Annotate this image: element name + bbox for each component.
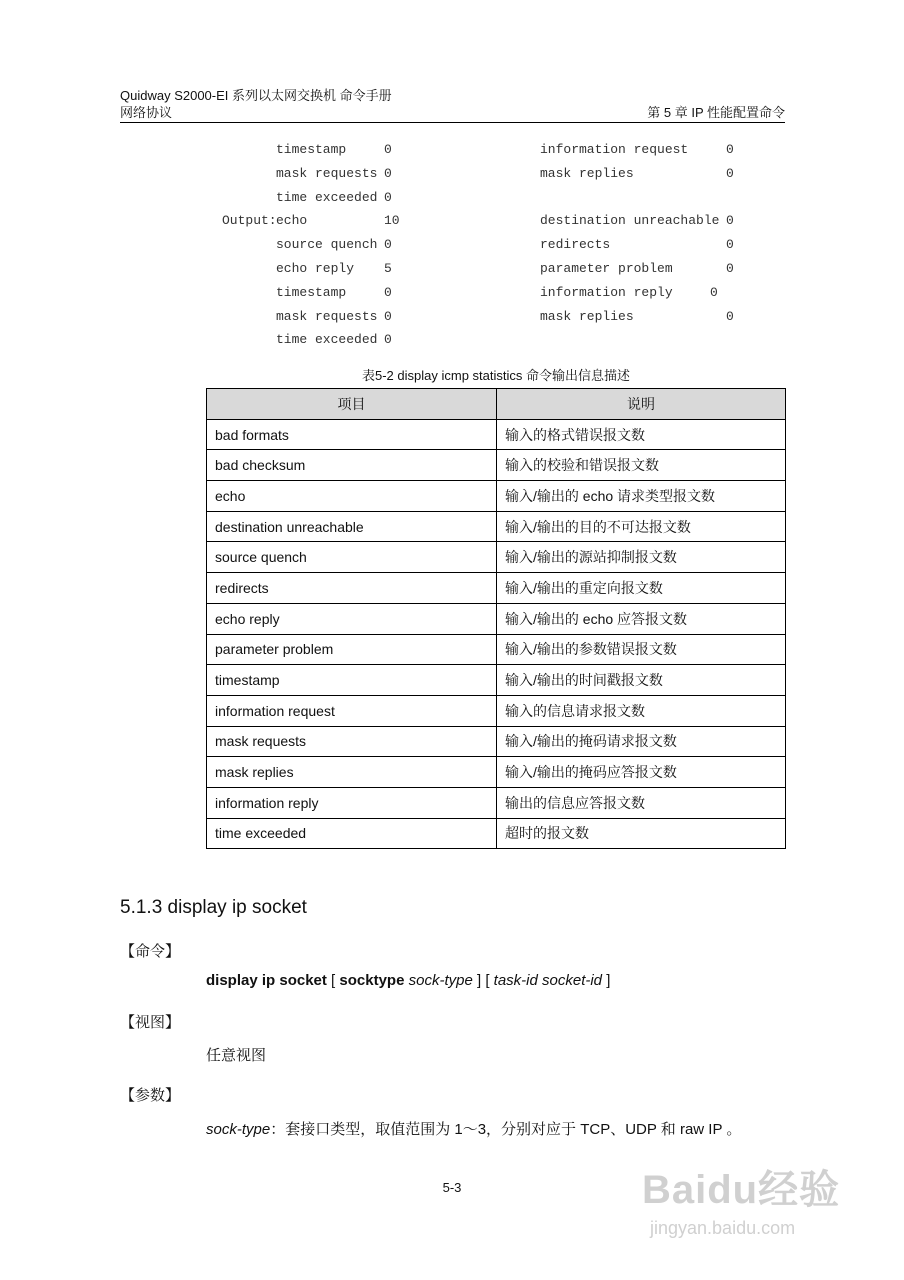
output-prefix: Output: (222, 213, 277, 229)
statistics-table (206, 388, 786, 849)
output-label-left: echo reply (276, 261, 355, 276)
output-label-right: mask replies (540, 165, 634, 181)
output-value-right: 0 (726, 165, 734, 181)
param-text: ：套接口类型，取值范围为 1～3，分别对应于 TCP、UDP 和 raw IP 。 (270, 1121, 742, 1138)
table-row (207, 573, 786, 604)
table-row (207, 818, 786, 849)
table-row (207, 419, 786, 450)
watermark-logo: Baidu经验 (642, 1168, 841, 1212)
output-label-left: mask requests (276, 165, 378, 181)
table-row (207, 481, 786, 512)
table-cell-description: 输入/输出的参数错误报文数 (497, 634, 786, 665)
section-heading: 5.1.3 display ip socket (120, 897, 307, 918)
table-cell-description: 输入的信息请求报文数 (497, 695, 786, 726)
output-label-left: mask requests (276, 308, 378, 324)
table-cell-item: source quench (207, 542, 497, 573)
output-label-right: parameter problem (540, 261, 673, 276)
output-value-right: 0 (726, 237, 734, 253)
table-cell-description: 输入/输出的 echo 请求类型报文数 (497, 481, 786, 512)
table-cell-item: mask replies (207, 757, 497, 788)
table-cell-item: information request (207, 695, 497, 726)
table-cell-description: 输入/输出的目的不可达报文数 (497, 511, 786, 542)
command-keyword: display ip socket (206, 972, 327, 989)
column-header-item: 项目 (207, 389, 497, 420)
output-label-left: source quench (276, 237, 378, 253)
table-row (207, 757, 786, 788)
header-title: Quidway S2000-EI 系列以太网交换机 命令手册 (120, 88, 392, 103)
table-cell-description: 输入/输出的重定向报文数 (497, 573, 786, 604)
output-value-right: 0 (726, 213, 734, 229)
page-number: 5-3 (442, 1180, 462, 1195)
table-cell-description: 输入/输出的 echo 应答报文数 (497, 603, 786, 634)
output-value-left: 0 (384, 189, 392, 205)
output-value-right: 0 (710, 284, 718, 300)
output-value-left: 0 (384, 284, 392, 300)
table-cell-item: bad checksum (207, 450, 497, 481)
output-value-left: 0 (384, 165, 392, 181)
table-row (207, 603, 786, 634)
table-cell-item: redirects (207, 573, 497, 604)
table-row (207, 787, 786, 818)
output-value-left: 0 (384, 308, 392, 324)
table-row (207, 665, 786, 696)
table-row (207, 511, 786, 542)
output-value-left: 0 (384, 142, 392, 157)
table-cell-item: timestamp (207, 665, 497, 696)
table-cell-item: information reply (207, 787, 497, 818)
output-label-right: redirects (540, 237, 611, 253)
header-chapter: 第 5 章 IP 性能配置命令 (647, 105, 785, 120)
watermark (642, 1148, 852, 1248)
table-caption: 表5-2 display icmp statistics 命令输出信息描述 (362, 368, 630, 383)
watermark-url: jingyan.baidu.com (650, 1218, 796, 1238)
table-cell-description: 输出的信息应答报文数 (497, 787, 786, 818)
output-value-left: 0 (384, 237, 392, 253)
table-cell-item: echo (207, 481, 497, 512)
table-row (207, 726, 786, 757)
task-socket-param: task-id socket-id (493, 972, 603, 989)
table-cell-item: mask requests (207, 726, 497, 757)
command-bracket: [ (326, 972, 340, 989)
table-cell-description: 输入/输出的源站抑制报文数 (497, 542, 786, 573)
view-text: 任意视图 (206, 1047, 267, 1064)
output-value-left: 0 (384, 332, 392, 348)
sock-type-param: sock-type (404, 972, 473, 989)
table-row (207, 450, 786, 481)
output-value-right: 0 (726, 308, 734, 324)
table-row (207, 542, 786, 573)
output-value-left: 5 (384, 261, 392, 276)
table-cell-description: 输入/输出的掩码请求报文数 (497, 726, 786, 757)
table-row (207, 695, 786, 726)
param-description (206, 1118, 741, 1139)
table-header-row (207, 389, 786, 420)
table-cell-description: 输入/输出的时间戳报文数 (497, 665, 786, 696)
table-cell-description: 超时的报文数 (497, 818, 786, 849)
output-value-left: 10 (384, 213, 400, 229)
table-row (207, 634, 786, 665)
output-value-right: 0 (726, 261, 734, 276)
header-section: 网络协议 (120, 105, 173, 120)
command-syntax (206, 972, 610, 989)
header-rule (120, 122, 785, 123)
output-label-left: timestamp (276, 284, 347, 300)
output-label-right: mask replies (540, 308, 634, 324)
table-cell-item: bad formats (207, 419, 497, 450)
table-cell-description: 输入/输出的掩码应答报文数 (497, 757, 786, 788)
param-name: sock-type (206, 1121, 271, 1138)
output-label-right: destination unreachable (540, 213, 720, 229)
output-label-right: information request (540, 142, 689, 157)
output-label-right: information reply (540, 284, 673, 300)
view-label: 【视图】 (120, 1014, 181, 1031)
output-label-left: time exceeded (276, 189, 378, 205)
table-cell-description: 输入的格式错误报文数 (497, 419, 786, 450)
socktype-keyword: socktype (339, 972, 405, 989)
output-label-left: timestamp (276, 142, 347, 157)
output-label-left: time exceeded (276, 332, 378, 348)
command-bracket: ] (602, 972, 611, 989)
table-cell-description: 输入的校验和错误报文数 (497, 450, 786, 481)
output-value-right: 0 (726, 142, 734, 157)
param-label: 【参数】 (120, 1087, 181, 1104)
table-cell-item: destination unreachable (207, 511, 497, 542)
column-header-description: 说明 (497, 389, 786, 420)
table-cell-item: echo reply (207, 603, 497, 634)
command-bracket: ] [ (472, 972, 494, 989)
command-label: 【命令】 (120, 943, 181, 960)
table-cell-item: time exceeded (207, 818, 497, 849)
output-label-left: echo (276, 213, 308, 229)
table-cell-item: parameter problem (207, 634, 497, 665)
